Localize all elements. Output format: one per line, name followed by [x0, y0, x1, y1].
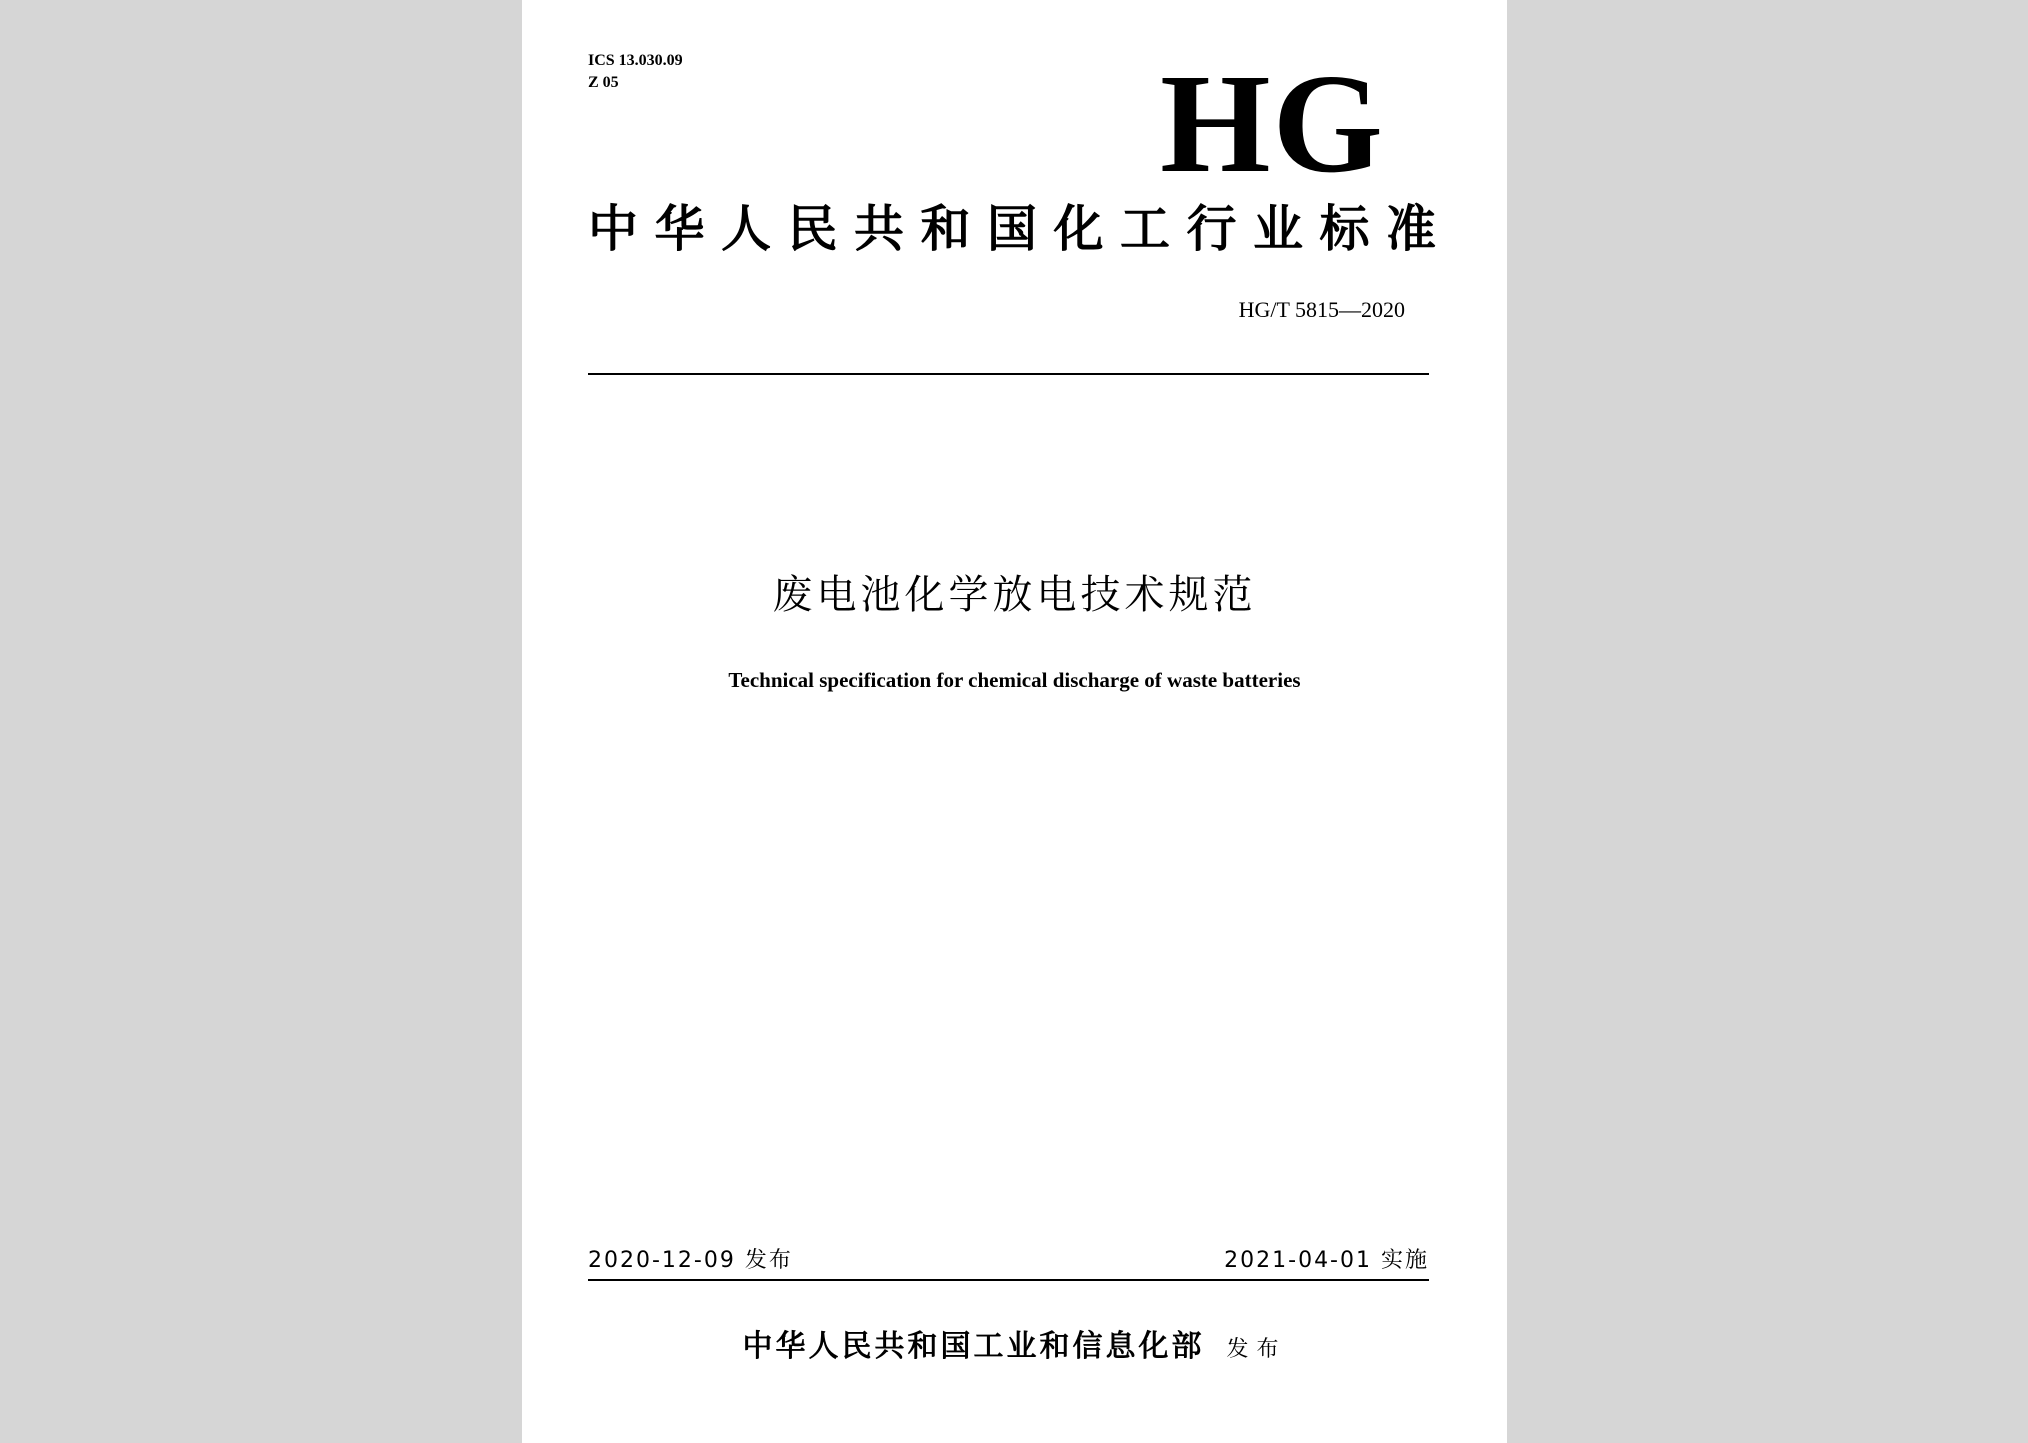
classification-code: Z 05 [588, 74, 619, 91]
standard-number: HG/T 5815—2020 [1238, 297, 1405, 322]
bottom-divider [588, 1279, 1429, 1281]
top-divider [588, 373, 1429, 375]
ics-block [588, 50, 683, 94]
document-title-en: Technical specification for chemical discharge of waste batteries [728, 668, 1301, 692]
hg-logo: HG [1160, 44, 1385, 202]
standard-title: 中华人民共和国化工行业标准 [588, 199, 1438, 258]
publisher-name: 中华人民共和国工业和信息化部 [742, 1329, 1205, 1364]
publish-label: 发布 [1226, 1337, 1287, 1362]
document-page [522, 0, 1507, 1443]
date-row [588, 1246, 1429, 1276]
document-title-cn: 废电池化学放电技术规范 [772, 572, 1257, 618]
implementation-date: 2021-04-01 实施 [1224, 1248, 1429, 1273]
release-date: 2020-12-09 发布 [588, 1248, 793, 1273]
publisher-row [522, 1327, 1507, 1370]
ics-code: ICS 13.030.09 [588, 52, 683, 69]
